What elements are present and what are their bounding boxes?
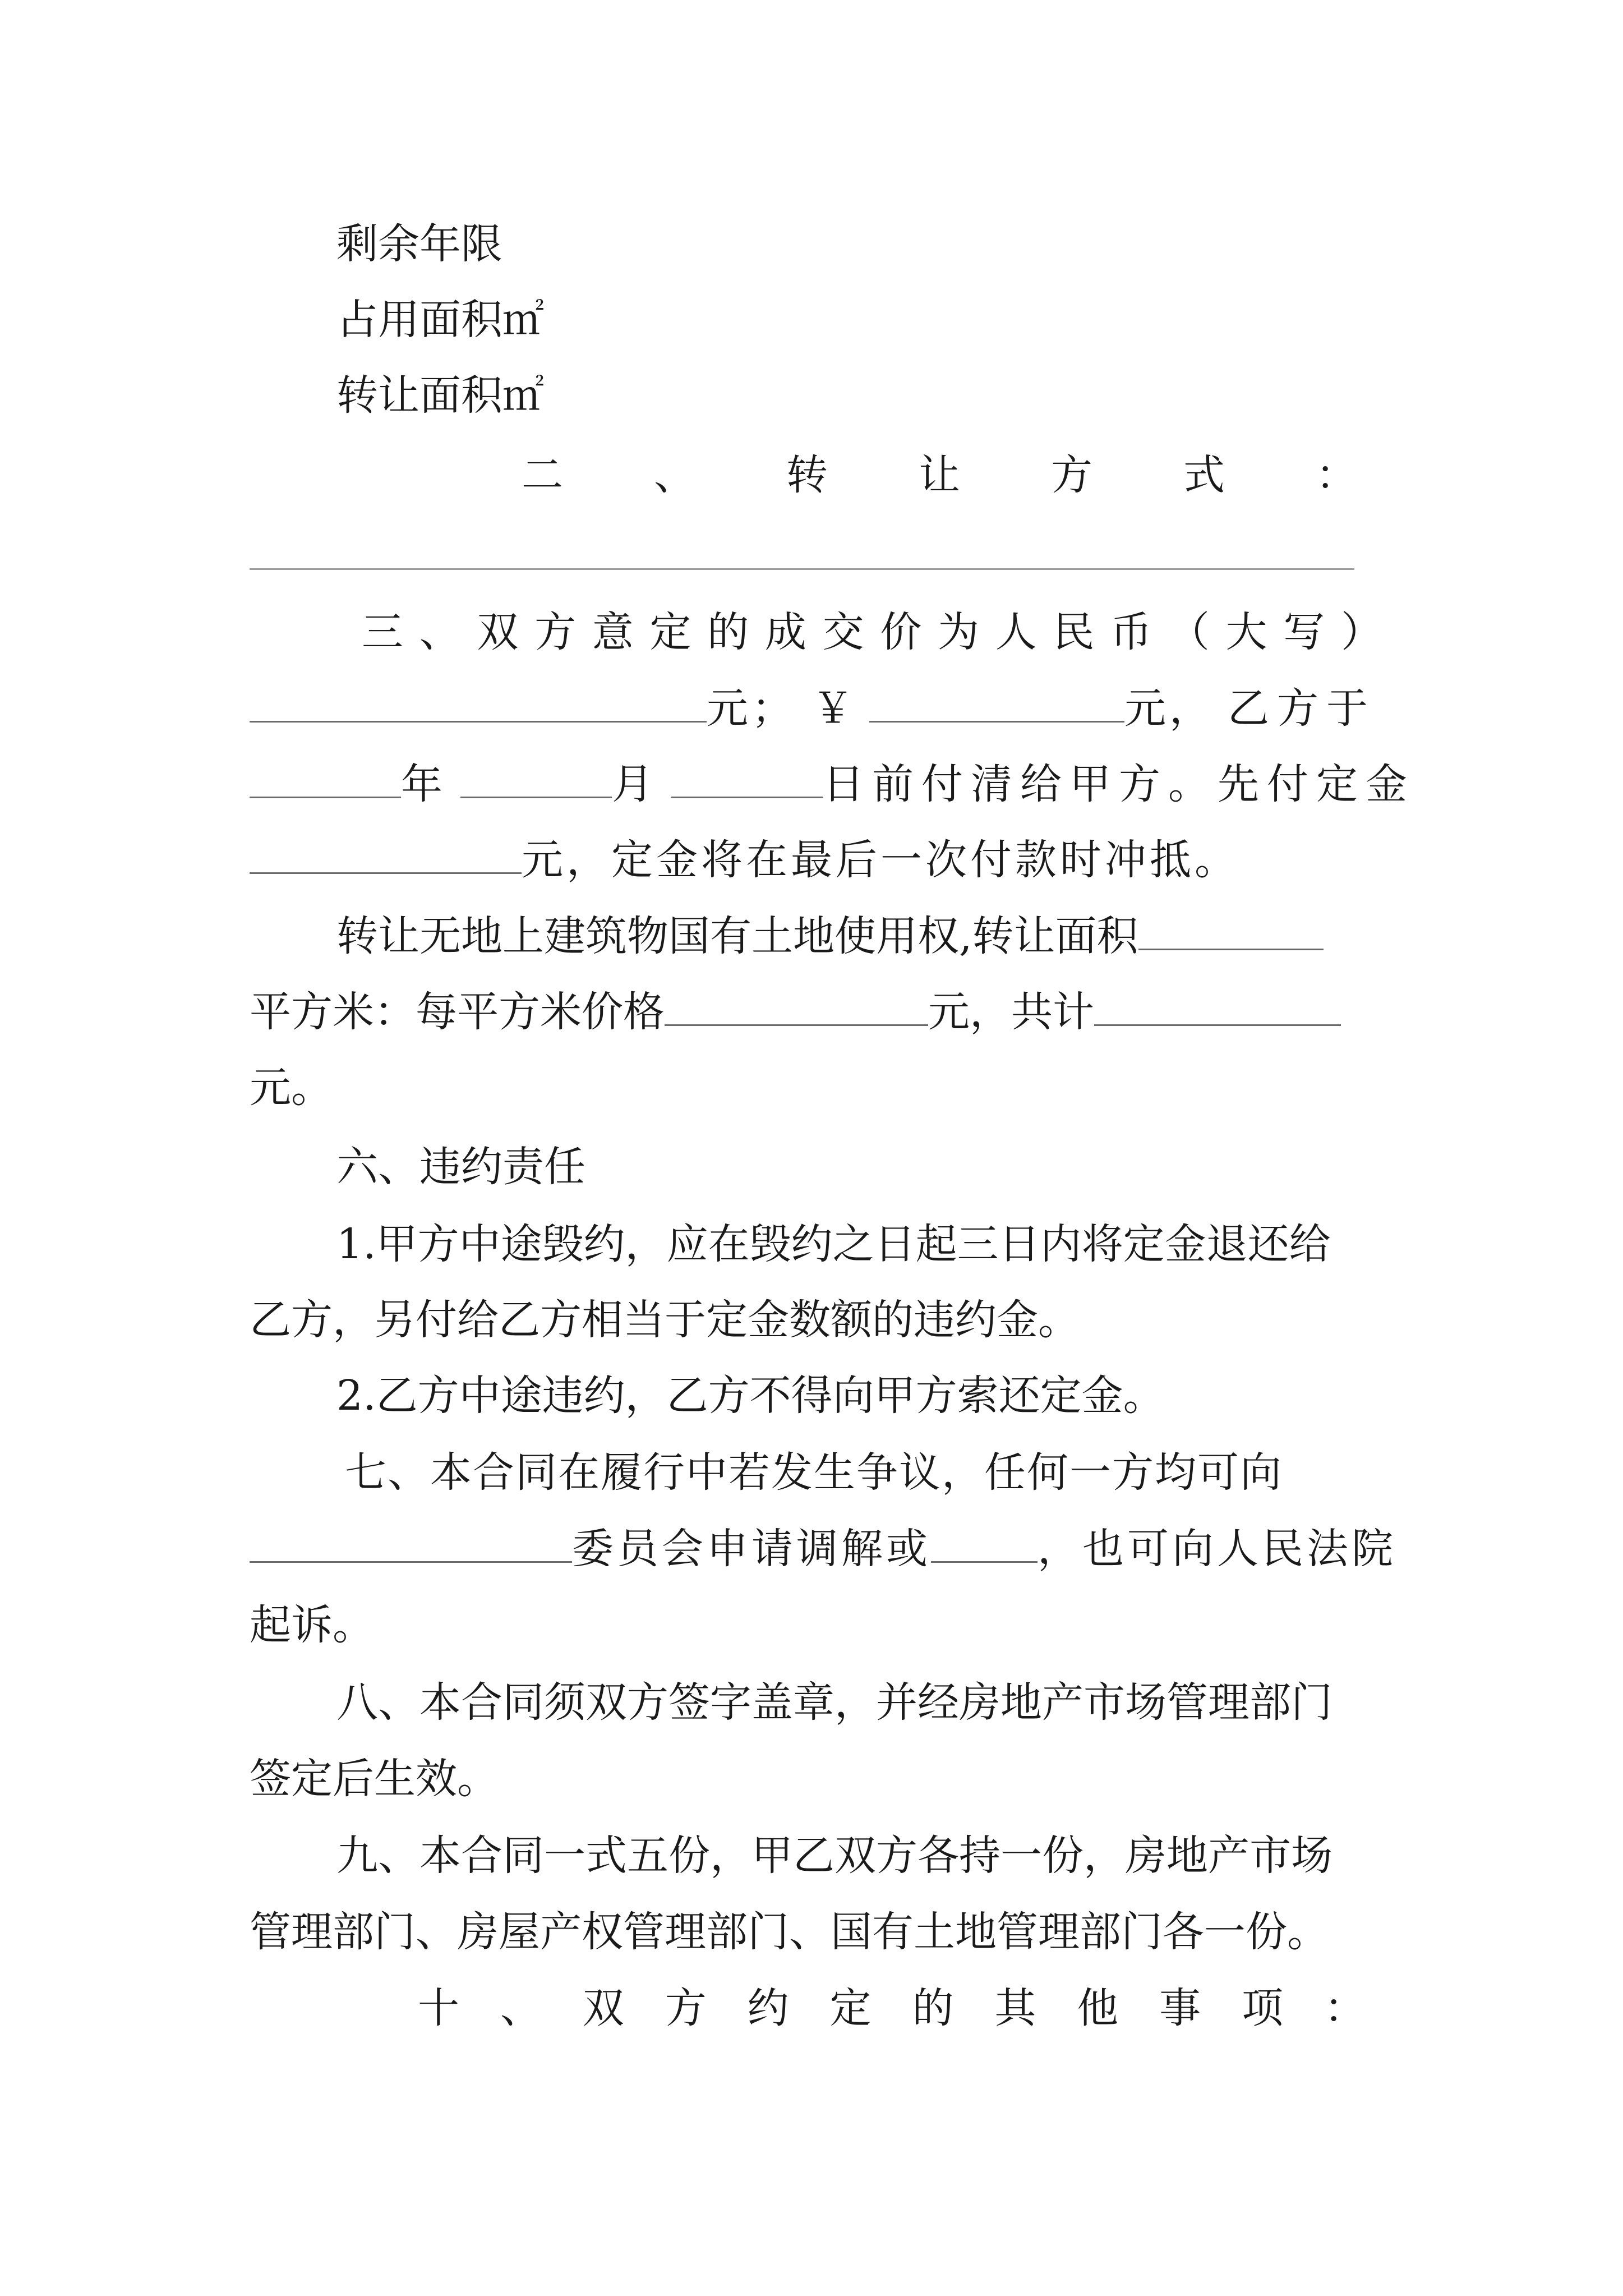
price-number-blank[interactable] xyxy=(869,692,1124,723)
heading-char: 二 xyxy=(522,451,563,499)
heading-char: 成 xyxy=(764,608,806,656)
heading-char: 意 xyxy=(592,608,634,656)
field-occupied-area: 占用面积㎡ xyxy=(336,296,544,344)
payment-date-line xyxy=(250,742,1415,826)
price-text: 乙方于 xyxy=(1228,684,1376,733)
total-price-blank[interactable] xyxy=(1094,995,1341,1026)
heading-char: 他 xyxy=(1077,1984,1119,2032)
heading-char: 让 xyxy=(919,451,960,499)
heading-char: 事 xyxy=(1159,1984,1201,2032)
heading-char: 民 xyxy=(1053,608,1095,656)
land-line-2 xyxy=(250,970,1394,1054)
heading-char: ： xyxy=(1316,451,1357,499)
heading-char: 大 xyxy=(1225,608,1267,656)
heading-char: 转 xyxy=(786,451,828,499)
heading-char: 定 xyxy=(829,1984,872,2032)
heading-char: 定 xyxy=(649,608,691,656)
breach-item-2: 2.乙方中途违约，乙方不得向甲方索还定金。 xyxy=(336,1372,1165,1420)
land-text: 平方米：每平方米价格 xyxy=(250,988,665,1036)
heading-char: 、 xyxy=(654,451,695,499)
heading-char: 的 xyxy=(707,608,749,656)
section-8-line-2: 签定后生效。 xyxy=(250,1755,499,1803)
price-words-blank[interactable] xyxy=(250,692,707,723)
heading-char: 其 xyxy=(994,1984,1036,2032)
land-line-1 xyxy=(250,894,1394,978)
section-6-heading: 六、违约责任 xyxy=(336,1143,585,1191)
land-text: 元，共计 xyxy=(928,988,1094,1036)
heading-char: ： xyxy=(1324,1984,1366,2032)
transfer-method-blank-line xyxy=(250,568,1354,570)
land-area-blank[interactable] xyxy=(1138,919,1324,950)
heading-char: 三 xyxy=(362,608,403,656)
section-8-line-1: 八、本合同须双方签字盖章，并经房地产市场管理部门 xyxy=(336,1678,1332,1727)
deposit-text: 元，定金将在最后一次付款时冲抵。 xyxy=(522,836,1239,884)
breach-item-1-line-2: 乙方，另付给乙方相当于定金数额的违约金。 xyxy=(250,1296,1080,1344)
land-line-3: 元。 xyxy=(250,1064,333,1112)
yen-symbol: ￥ xyxy=(812,684,857,733)
heading-char: 双 xyxy=(477,608,519,656)
heading-char: 、 xyxy=(419,608,461,656)
heading-char: 方 xyxy=(534,608,577,656)
section-7-line-1: 七、本合同在履行中若发生争议，任何一方均可向 xyxy=(345,1448,1283,1497)
s7-text: 委员会申请调解或 xyxy=(572,1525,931,1573)
price-text: 元； xyxy=(707,684,796,733)
unit-price-blank[interactable] xyxy=(665,995,928,1026)
heading-char: 人 xyxy=(995,608,1037,656)
heading-char: 为 xyxy=(938,608,980,656)
section-7-line-3: 起诉。 xyxy=(250,1601,374,1649)
heading-char: ） xyxy=(1340,608,1382,656)
day-blank[interactable] xyxy=(671,767,823,798)
section-10-heading xyxy=(418,1966,1366,2050)
payment-text: 日前付清给甲方。先付定金 xyxy=(823,760,1415,808)
field-remaining-term: 剩余年限 xyxy=(336,220,502,268)
section-3-heading xyxy=(362,590,1382,674)
deposit-blank[interactable] xyxy=(250,843,522,874)
deposit-line xyxy=(250,818,1394,902)
committee-blank[interactable] xyxy=(250,1532,572,1563)
heading-char: 方 xyxy=(1051,451,1092,499)
heading-char: 价 xyxy=(880,608,922,656)
payment-text: 月 xyxy=(612,760,661,808)
section-9-line-1: 九、本合同一式五份，甲乙双方各持一份，房地产市场 xyxy=(336,1832,1332,1880)
heading-char: 约 xyxy=(747,1984,789,2032)
heading-char: 式 xyxy=(1183,451,1225,499)
field-transfer-area: 转让面积㎡ xyxy=(336,371,544,420)
heading-char: （ xyxy=(1168,608,1210,656)
price-text: 元， xyxy=(1124,684,1214,733)
heading-char: 十 xyxy=(418,1984,459,2032)
payment-text: 年 xyxy=(401,760,450,808)
arbitration-blank[interactable] xyxy=(931,1532,1038,1563)
heading-char: 写 xyxy=(1283,608,1325,656)
heading-char: 方 xyxy=(665,1984,707,2032)
month-blank[interactable] xyxy=(460,767,612,798)
heading-char: 交 xyxy=(822,608,864,656)
price-line xyxy=(250,666,1394,751)
heading-char: 、 xyxy=(500,1984,542,2032)
section-9-line-2: 管理部门、房屋产权管理部门、国有土地管理部门各一份。 xyxy=(250,1908,1329,1956)
land-text: 转让无地上建筑物国有土地使用权,转让面积 xyxy=(336,912,1138,960)
s7-text: ，也可向人民法院 xyxy=(1038,1525,1396,1573)
heading-char: 双 xyxy=(582,1984,624,2032)
year-blank[interactable] xyxy=(250,767,401,798)
heading-char: 币 xyxy=(1110,608,1152,656)
section-2-heading xyxy=(522,433,1357,517)
section-7-line-2 xyxy=(250,1507,1394,1591)
heading-char: 项 xyxy=(1242,1984,1284,2032)
heading-char: 的 xyxy=(912,1984,954,2032)
breach-item-1-line-1: 1.甲方中途毁约，应在毁约之日起三日内将定金退还给 xyxy=(336,1220,1331,1268)
